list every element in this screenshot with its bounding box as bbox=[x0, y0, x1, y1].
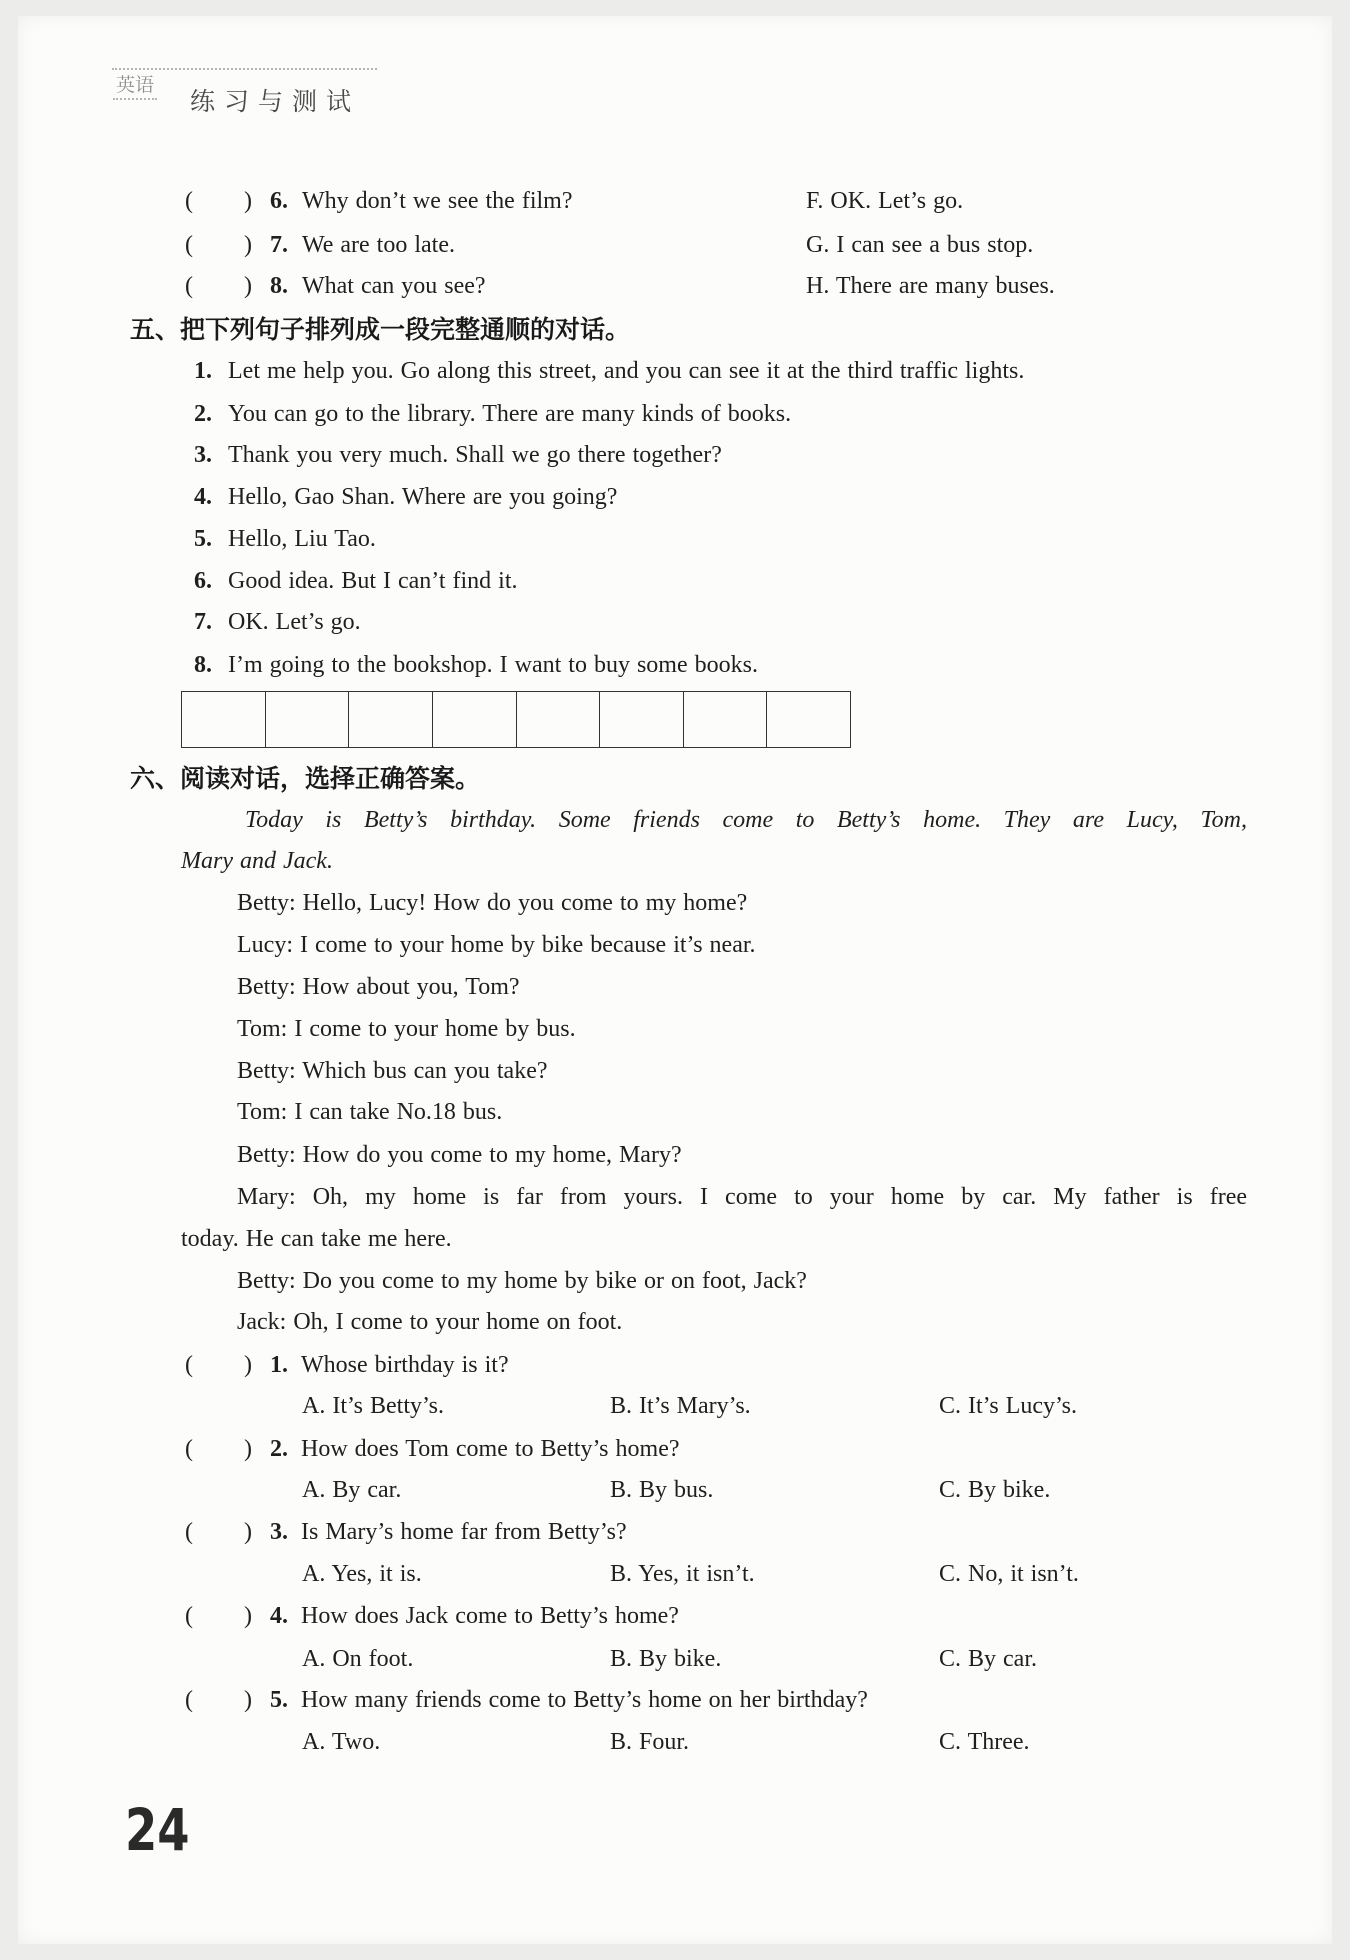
answer-blank-close: ) bbox=[244, 188, 252, 214]
answer-blank-open: ( bbox=[185, 1603, 193, 1629]
dialogue-text: How about you, Tom? bbox=[302, 974, 520, 1000]
dialogue-line bbox=[237, 930, 756, 960]
sentence-item bbox=[0, 440, 1350, 470]
speaker-label: Tom: bbox=[237, 1016, 288, 1042]
speaker-label: Betty: bbox=[237, 1268, 296, 1294]
question-text: Why don’t we see the film? bbox=[302, 188, 573, 214]
answer-blank-close: ) bbox=[244, 1687, 252, 1713]
question-options bbox=[0, 1559, 1350, 1589]
reading-question bbox=[0, 1434, 1350, 1464]
question-number: 8. bbox=[270, 273, 288, 299]
question-number: 1. bbox=[270, 1352, 288, 1378]
speaker-label: Betty: bbox=[237, 1058, 296, 1084]
question-text: How many friends come to Betty’s home on her birthday? bbox=[301, 1687, 868, 1713]
order-answer-grid bbox=[181, 691, 851, 748]
dialogue-line bbox=[237, 1097, 502, 1127]
matching-row bbox=[0, 230, 1350, 260]
question-text: Whose birthday is it? bbox=[301, 1352, 509, 1378]
answer-box bbox=[767, 692, 850, 747]
option-a: A. Yes, it is. bbox=[302, 1561, 422, 1587]
response-option: F. OK. Let’s go. bbox=[806, 188, 964, 214]
sentence-item bbox=[0, 482, 1350, 512]
answer-box bbox=[684, 692, 768, 747]
option-b: B. By bus. bbox=[610, 1477, 714, 1503]
page-number: 24 bbox=[125, 1796, 190, 1864]
option-b: B. Four. bbox=[610, 1729, 690, 1755]
header-dotted-rule bbox=[112, 68, 377, 70]
sentence-number: 6. bbox=[194, 568, 212, 594]
dialogue-line bbox=[237, 1266, 807, 1296]
question-text: What can you see? bbox=[302, 273, 486, 299]
answer-blank-open: ( bbox=[185, 1687, 193, 1713]
dialogue-text: I come to your home by bus. bbox=[294, 1016, 576, 1042]
answer-box bbox=[433, 692, 517, 747]
sentence-text: Let me help you. Go along this street, and you can see it at the third traffic lights. bbox=[228, 358, 1025, 384]
option-a: A. On foot. bbox=[302, 1646, 414, 1672]
dialogue-line bbox=[237, 1014, 576, 1044]
answer-blank-close: ) bbox=[244, 1519, 252, 1545]
response-option: G. I can see a bus stop. bbox=[806, 232, 1034, 258]
dialogue-text: Oh, I come to your home on foot. bbox=[293, 1309, 623, 1335]
question-options bbox=[0, 1644, 1350, 1674]
question-options bbox=[0, 1391, 1350, 1421]
speaker-label: Tom: bbox=[237, 1099, 288, 1125]
speaker-label: Mary: bbox=[237, 1184, 296, 1210]
question-number: 5. bbox=[270, 1687, 288, 1713]
option-a: A. Two. bbox=[302, 1729, 381, 1755]
sentence-text: You can go to the library. There are many kinds of books. bbox=[228, 401, 792, 427]
sentence-number: 5. bbox=[194, 526, 212, 552]
sentence-item bbox=[0, 524, 1350, 554]
option-c: C. It’s Lucy’s. bbox=[939, 1393, 1077, 1419]
option-b: B. Yes, it isn’t. bbox=[610, 1561, 755, 1587]
answer-box bbox=[517, 692, 601, 747]
question-number: 3. bbox=[270, 1519, 288, 1545]
sentence-text: OK. Let’s go. bbox=[228, 609, 361, 635]
answer-blank-close: ) bbox=[244, 1603, 252, 1629]
sentence-number: 4. bbox=[194, 484, 212, 510]
sentence-text: Hello, Gao Shan. Where are you going? bbox=[228, 484, 618, 510]
option-c: C. No, it isn’t. bbox=[939, 1561, 1079, 1587]
dialogue-line bbox=[237, 888, 747, 918]
dialogue-line bbox=[237, 972, 520, 1002]
dialogue-text: Which bus can you take? bbox=[302, 1058, 548, 1084]
answer-blank-open: ( bbox=[185, 1436, 193, 1462]
section-5-heading: 五、把下列句子排列成一段完整通顺的对话。 bbox=[130, 315, 631, 344]
answer-blank-close: ) bbox=[244, 232, 252, 258]
sentence-item bbox=[0, 650, 1350, 680]
sentence-number: 1. bbox=[194, 358, 212, 384]
question-text: We are too late. bbox=[302, 232, 455, 258]
answer-blank-open: ( bbox=[185, 273, 193, 299]
question-text: Is Mary’s home far from Betty’s? bbox=[301, 1519, 627, 1545]
sentence-text: Good idea. But I can’t find it. bbox=[228, 568, 518, 594]
matching-row bbox=[0, 186, 1350, 216]
answer-blank-close: ) bbox=[244, 273, 252, 299]
speaker-label: Betty: bbox=[237, 890, 296, 916]
reading-question bbox=[0, 1517, 1350, 1547]
sentence-item bbox=[0, 566, 1350, 596]
dialogue-continuation: today. He can take me here. bbox=[181, 1226, 452, 1252]
option-c: C. By car. bbox=[939, 1646, 1037, 1672]
option-b: B. It’s Mary’s. bbox=[610, 1393, 751, 1419]
answer-blank-open: ( bbox=[185, 1352, 193, 1378]
question-text: How does Jack come to Betty’s home? bbox=[301, 1603, 679, 1629]
dialogue-line bbox=[237, 1307, 622, 1337]
speaker-label: Lucy: bbox=[237, 932, 293, 958]
response-option: H. There are many buses. bbox=[806, 273, 1055, 299]
dialogue-text: How do you come to my home, Mary? bbox=[302, 1142, 682, 1168]
sentence-text: Thank you very much. Shall we go there together? bbox=[228, 442, 722, 468]
answer-blank-open: ( bbox=[185, 232, 193, 258]
dialogue-text: I come to your home by bike because it’s near. bbox=[299, 932, 756, 958]
section-6-heading: 六、阅读对话，选择正确答案。 bbox=[130, 764, 481, 793]
sentence-number: 8. bbox=[194, 652, 212, 678]
speaker-label: Betty: bbox=[237, 974, 296, 1000]
reading-question bbox=[0, 1685, 1350, 1715]
sentence-item bbox=[0, 607, 1350, 637]
passage-intro-line: Mary and Jack. bbox=[181, 848, 333, 874]
passage-intro-line: Today is Betty’s birthday. Some friends come to Betty’s home. They are Lucy, Tom, bbox=[245, 807, 1247, 833]
sentence-item bbox=[0, 399, 1350, 429]
dialogue-text: Oh, my home is far from yours. I come to your home by car. My father is free bbox=[312, 1184, 1248, 1210]
sentence-number: 7. bbox=[194, 609, 212, 635]
sentence-number: 3. bbox=[194, 442, 212, 468]
dialogue-text: Hello, Lucy! How do you come to my home? bbox=[302, 890, 748, 916]
dialogue-line bbox=[237, 1056, 548, 1086]
speaker-label: Betty: bbox=[237, 1142, 296, 1168]
sentence-item bbox=[0, 356, 1350, 386]
answer-blank-close: ) bbox=[244, 1436, 252, 1462]
option-c: C. Three. bbox=[939, 1729, 1030, 1755]
question-options bbox=[0, 1727, 1350, 1757]
option-c: C. By bike. bbox=[939, 1477, 1051, 1503]
matching-row bbox=[0, 271, 1350, 301]
dialogue-line bbox=[237, 1182, 1247, 1212]
answer-blank-open: ( bbox=[185, 188, 193, 214]
option-a: A. It’s Betty’s. bbox=[302, 1393, 445, 1419]
answer-blank-close: ) bbox=[244, 1352, 252, 1378]
dialogue-text: I can take No.18 bus. bbox=[294, 1099, 503, 1125]
answer-box bbox=[182, 692, 266, 747]
reading-question bbox=[0, 1601, 1350, 1631]
question-number: 2. bbox=[270, 1436, 288, 1462]
sentence-number: 2. bbox=[194, 401, 212, 427]
question-number: 7. bbox=[270, 232, 288, 258]
option-b: B. By bike. bbox=[610, 1646, 722, 1672]
answer-box bbox=[600, 692, 684, 747]
speaker-label: Jack: bbox=[237, 1309, 287, 1335]
question-number: 4. bbox=[270, 1603, 288, 1629]
subject-tag: 英语 bbox=[113, 72, 157, 100]
book-title: 练习与测试 bbox=[190, 87, 361, 116]
dialogue-text: Do you come to my home by bike or on foot, Jack? bbox=[302, 1268, 807, 1294]
question-options bbox=[0, 1475, 1350, 1505]
reading-question bbox=[0, 1350, 1350, 1380]
sentence-text: Hello, Liu Tao. bbox=[228, 526, 376, 552]
sentence-text: I’m going to the bookshop. I want to buy some books. bbox=[228, 652, 758, 678]
answer-box bbox=[349, 692, 433, 747]
answer-box bbox=[266, 692, 350, 747]
option-a: A. By car. bbox=[302, 1477, 402, 1503]
dialogue-line bbox=[237, 1140, 682, 1170]
answer-blank-open: ( bbox=[185, 1519, 193, 1545]
question-number: 6. bbox=[270, 188, 288, 214]
question-text: How does Tom come to Betty’s home? bbox=[301, 1436, 680, 1462]
